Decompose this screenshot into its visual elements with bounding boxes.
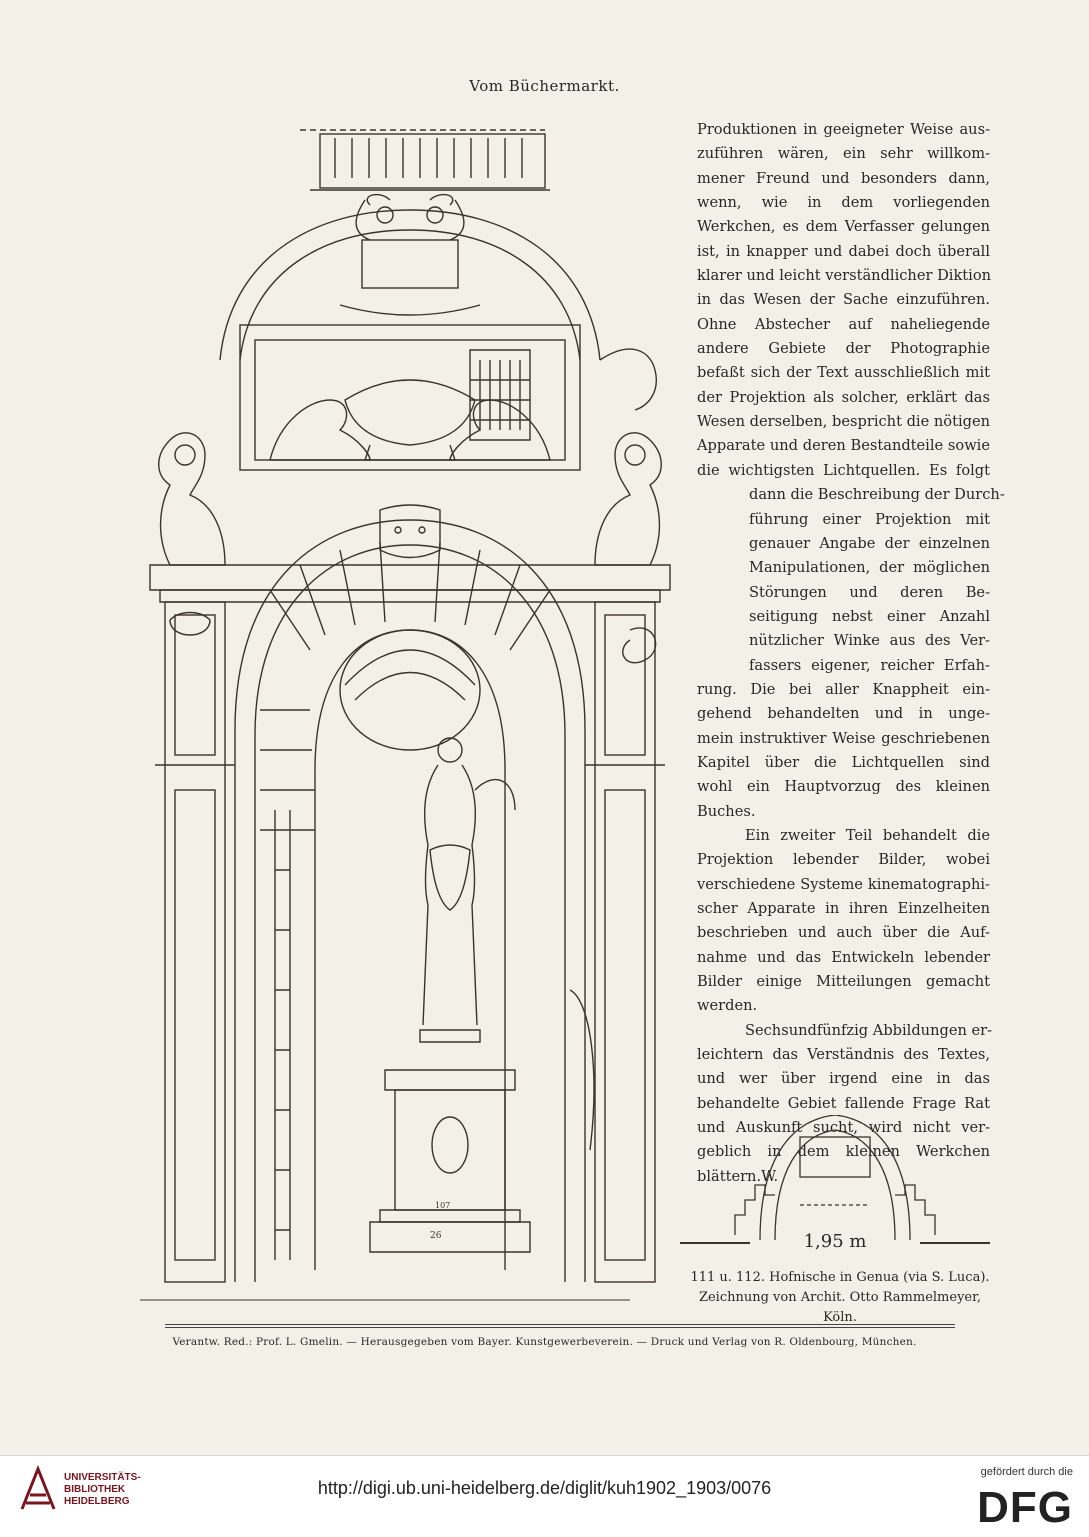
text-line: Projektion lebender Bilder, wobei (697, 851, 990, 869)
imprint: Verantw. Red.: Prof. L. Gmelin. — Herausgegeben vom Bayer. Kunstgewerbeverein. — Druck und Verlag von R. Oldenbourg, München. (172, 1336, 917, 1348)
funding-label: gefördert durch die (980, 1466, 1073, 1478)
text-line: mener Freund und besonders dann, (697, 169, 990, 187)
niche-illustration (130, 110, 690, 1310)
text-line: leichtern das Verständnis des Textes, (697, 1046, 990, 1064)
plate-number-1: 107 (435, 1201, 451, 1210)
text-line: die wichtigsten Lichtquellen. Es folgt (697, 461, 990, 479)
text-line: und Auskunft sucht, wird nicht ver- (697, 1119, 990, 1137)
text-line: Buches. (697, 802, 756, 820)
text-line: verschiedene Systeme kinematographi- (697, 875, 990, 893)
pedestal (370, 990, 594, 1252)
text-line: gehend behandelten und in unge- (697, 705, 990, 723)
text-line: nahme und das Entwickeln lebender (697, 948, 990, 966)
text-line: klarer und leicht verständlicher Diktion (697, 267, 992, 285)
text-line: rung. Die bei aller Knappheit ein- (697, 680, 990, 698)
text-line: andere Gebiete der Photographie (697, 340, 990, 358)
text-line: befaßt sich der Text ausschließlich mit (697, 364, 990, 382)
text-line: Störungen und deren Be- (749, 583, 990, 601)
caption-line-1: 111 u. 112. Hofnische in Genua (via S. Luca). (690, 1270, 990, 1285)
text-line: scher Apparate in ihren Einzelheiten (697, 900, 990, 917)
pilasters (155, 602, 665, 1282)
text-line: behandelte Gebiet fallende Frage Rat (697, 1094, 990, 1112)
text-line: Sechsundfünfzig Abbildungen er- (745, 1021, 993, 1039)
side-figures (159, 349, 662, 565)
text-line: geblich in dem kleinen Werkchen (697, 1143, 990, 1161)
text-line: Produktionen in geeigneter Weise aus- (697, 121, 990, 138)
text-line: führung einer Projektion mit (749, 510, 990, 528)
text-line: dann die Beschreibung der Durch- (749, 486, 1005, 504)
text-line: Ohne Abstecher auf naheliegende (697, 315, 990, 333)
text-line: Bilder einige Mitteilungen gemacht (697, 973, 990, 991)
text-line: zuführen wären, ein sehr willkom- (697, 145, 990, 163)
text-line: Manipulationen, der möglichen (749, 559, 990, 577)
library-line-2: BIBLIOTHEK (64, 1484, 126, 1495)
dfg-logo: DFG (977, 1483, 1073, 1532)
running-head: Vom Büchermarkt. (469, 77, 620, 95)
caption-line-2: Zeichnung von Archit. Otto Rammelmeyer, (698, 1290, 982, 1305)
cornice-fragment (300, 130, 550, 190)
figure-caption (690, 1268, 990, 1328)
plate-number-2: 26 (430, 1231, 442, 1241)
text-line: mein instruktiver Weise geschriebenen (697, 729, 990, 747)
permalink-url[interactable]: http://digi.ub.uni-heidelberg.de/diglit/kuh1902_1903/0076 (317, 1478, 772, 1498)
text-line: wenn, wie in dem vorliegenden (697, 194, 990, 212)
pediment (220, 195, 600, 360)
text-line: in das Wesen der Sache einzuführen. (697, 291, 990, 309)
text-line: Kapitel über die Lichtquellen sind (697, 753, 990, 771)
text-line: und wer über irgend eine in das (697, 1070, 990, 1088)
text-line: Werkchen, es dem Verfasser gelungen (697, 218, 990, 236)
footer-rule (165, 1324, 955, 1328)
closing-text: blättern. (697, 1167, 762, 1185)
dimension-label: 1,95 m (803, 1231, 867, 1252)
text-line: Ein zweiter Teil behandelt die (745, 826, 990, 844)
text-line: wohl ein Hauptvorzug des kleinen (697, 778, 990, 796)
upper-frame (240, 325, 580, 470)
text-line: ist, in knapper und dabei doch überall (697, 242, 990, 260)
text-line: der Projektion als solcher, erklärt das (697, 388, 990, 406)
author-signature: W. (761, 1167, 779, 1185)
text-line: Wesen derselben, bespricht die nötigen (697, 413, 990, 431)
library-line-3: HEIDELBERG (64, 1496, 130, 1507)
text-line: werden. (697, 997, 758, 1015)
body-text (697, 118, 1005, 1189)
text-line: fassers eigener, reicher Erfah- (749, 656, 990, 674)
text-line: Apparate und deren Bestandteile sowie (697, 437, 990, 455)
statue (420, 738, 515, 1042)
text-line: genauer Angabe der einzelnen (749, 534, 990, 552)
text-line: seitigung nebst einer Anzahl (749, 607, 990, 625)
library-line-1: UNIVERSITÄTS- (64, 1472, 141, 1483)
text-line: beschrieben und auch über die Auf- (697, 924, 990, 942)
arch-niche (235, 520, 585, 1282)
caption-line-3: Köln. (823, 1310, 857, 1325)
text-line: nützlicher Winke aus des Ver- (749, 632, 990, 650)
